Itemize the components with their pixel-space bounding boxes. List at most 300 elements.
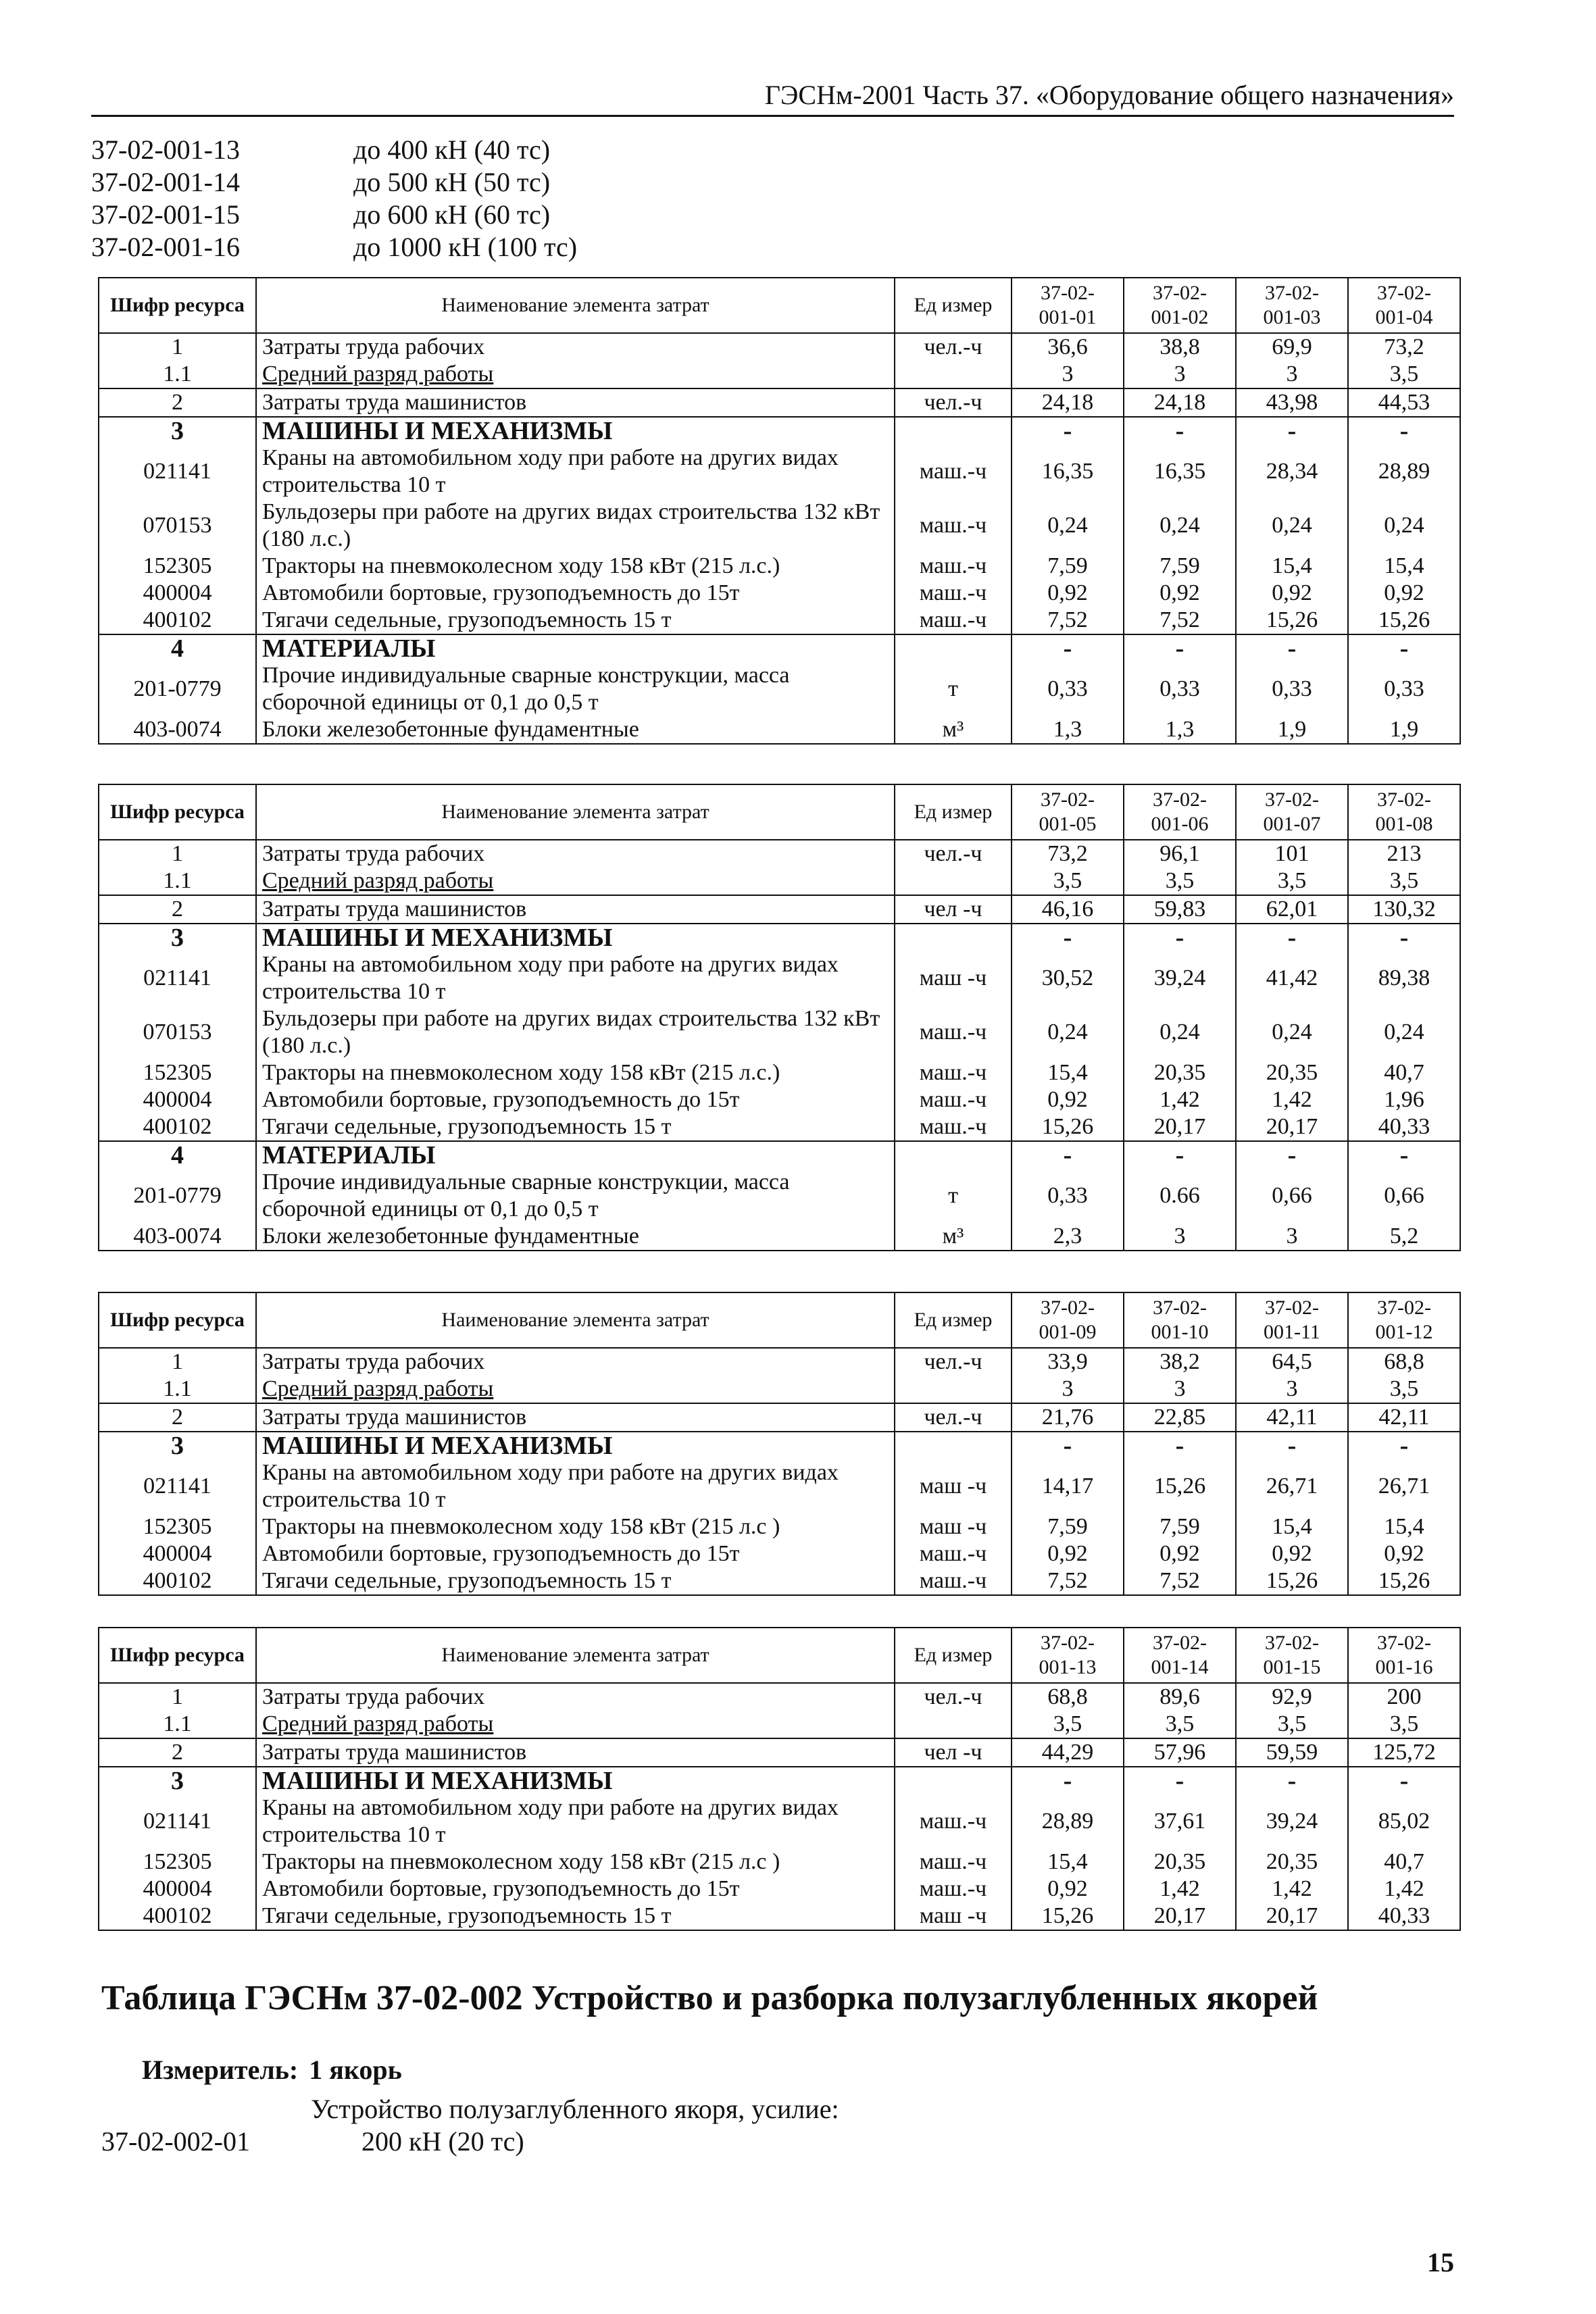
resource-unit	[895, 417, 1012, 445]
resource-value: 0,66	[1236, 1169, 1348, 1223]
resource-value: 20,35	[1236, 1848, 1348, 1876]
table-row	[99, 1876, 1460, 1903]
intro-text: до 500 кН (50 тс)	[353, 167, 551, 197]
resource-value: -	[1124, 1432, 1236, 1459]
resource-value: 26,71	[1236, 1459, 1348, 1513]
header-name: Наименование элемента затрат	[256, 1628, 895, 1683]
table-row	[99, 1376, 1460, 1403]
resource-value: 0,92	[1236, 1540, 1348, 1567]
resource-value: 3	[1124, 361, 1236, 388]
resource-unit: маш -ч	[895, 951, 1012, 1005]
resource-value: 0,92	[1348, 1540, 1460, 1567]
resource-code: 070153	[99, 499, 256, 553]
resource-value: 15,26	[1348, 607, 1460, 634]
intro-text: до 600 кН (60 тс)	[353, 199, 551, 230]
table-row	[99, 1059, 1460, 1086]
table-row	[99, 1738, 1460, 1767]
header-column: 37-02- 001-08	[1348, 784, 1460, 840]
resource-value: 44,29	[1012, 1738, 1124, 1767]
resource-value: 42,11	[1236, 1403, 1348, 1432]
resource-value: 46,16	[1012, 895, 1124, 924]
resource-value: 20,17	[1236, 1903, 1348, 1930]
resource-value: 14,17	[1012, 1459, 1124, 1513]
last-text: 200 кН (20 тс)	[361, 2126, 524, 2157]
resource-unit: маш.-ч	[895, 1794, 1012, 1848]
resource-code: 1	[99, 1348, 256, 1376]
intro-row	[91, 199, 577, 231]
resource-value: -	[1236, 924, 1348, 951]
resource-value: 0,92	[1124, 1540, 1236, 1567]
resource-value: 0,24	[1236, 499, 1348, 553]
resource-value: 15,26	[1124, 1459, 1236, 1513]
resource-value: 15,4	[1012, 1059, 1124, 1086]
resource-value: 73,2	[1348, 333, 1460, 361]
resource-value: 3,5	[1124, 1711, 1236, 1738]
resource-name: Прочие индивидуальные сварные конструкции, масса сборочной единицы от 0,1 до 0,5 т	[256, 662, 895, 716]
resource-value: 68,8	[1012, 1683, 1124, 1711]
resource-value: 3,5	[1236, 1711, 1348, 1738]
table-row	[99, 361, 1460, 388]
resource-value: 28,34	[1236, 445, 1348, 499]
resource-value: 1,42	[1236, 1876, 1348, 1903]
resource-value: 20,17	[1124, 1113, 1236, 1141]
resource-unit: маш.-ч	[895, 445, 1012, 499]
resource-unit: маш -ч	[895, 1513, 1012, 1540]
last-line	[101, 2126, 524, 2157]
resource-code: 3	[99, 417, 256, 445]
resource-code: 400102	[99, 607, 256, 634]
resource-unit: маш.-ч	[895, 1876, 1012, 1903]
header-name: Наименование элемента затрат	[256, 278, 895, 333]
resource-unit: маш.-ч	[895, 1113, 1012, 1141]
table-row	[99, 895, 1460, 924]
resource-unit: м³	[895, 716, 1012, 744]
resource-value: 43,98	[1236, 388, 1348, 417]
intro-code: 37-02-001-15	[91, 199, 240, 230]
resource-name: Блоки железобетонные фундаментные	[256, 1223, 895, 1251]
resource-value: -	[1012, 1141, 1124, 1169]
intro-row	[91, 134, 577, 166]
resource-value: 40,7	[1348, 1059, 1460, 1086]
resource-value: -	[1236, 1432, 1348, 1459]
resource-code: 400004	[99, 1540, 256, 1567]
table-row	[99, 1348, 1460, 1376]
resource-code: 400102	[99, 1567, 256, 1595]
resource-unit	[895, 924, 1012, 951]
table-head	[99, 1628, 1460, 1683]
resource-value: 1,42	[1348, 1876, 1460, 1903]
table-body	[99, 333, 1460, 744]
resource-code: 152305	[99, 1848, 256, 1876]
resource-value: -	[1124, 1767, 1236, 1794]
resource-value: 15,4	[1236, 553, 1348, 580]
header-column: 37-02- 001-09	[1012, 1292, 1124, 1348]
table-row	[99, 716, 1460, 744]
resource-unit: т	[895, 662, 1012, 716]
resource-name: МАТЕРИАЛЫ	[256, 634, 895, 662]
resource-value: 0,66	[1348, 1169, 1460, 1223]
resource-value: 96,1	[1124, 840, 1236, 867]
resource-value: 0,92	[1012, 1876, 1124, 1903]
resource-code: 400004	[99, 1876, 256, 1903]
resource-value: 38,2	[1124, 1348, 1236, 1376]
resource-value: -	[1124, 634, 1236, 662]
resource-value: 20,17	[1124, 1903, 1236, 1930]
resource-value: 28,89	[1348, 445, 1460, 499]
resource-code: 2	[99, 388, 256, 417]
meter-value: 1 якорь	[309, 2055, 402, 2085]
resource-unit	[895, 634, 1012, 662]
resource-code: 021141	[99, 1794, 256, 1848]
resource-value: 7,52	[1124, 607, 1236, 634]
resource-name: Средний разряд работы	[256, 1376, 895, 1403]
resource-unit	[895, 1141, 1012, 1169]
section-subtitle: Устройство полузаглубленного якоря, усилие:	[311, 2094, 839, 2124]
resource-value: 3,5	[1012, 1711, 1124, 1738]
table-row	[99, 1848, 1460, 1876]
table-head	[99, 278, 1460, 333]
resource-name: Автомобили бортовые, грузоподъемность до 15т	[256, 1540, 895, 1567]
resource-value: 3	[1236, 1223, 1348, 1251]
resource-value: 22,85	[1124, 1403, 1236, 1432]
table-body	[99, 1348, 1460, 1595]
resource-unit: чел -ч	[895, 895, 1012, 924]
resource-value: 7,52	[1012, 607, 1124, 634]
last-code: 37-02-002-01	[101, 2126, 250, 2157]
resource-unit: маш.-ч	[895, 1059, 1012, 1086]
resource-value: -	[1348, 1432, 1460, 1459]
table-row	[99, 1005, 1460, 1059]
meter-line	[142, 2054, 413, 2086]
resource-value: 7,59	[1012, 1513, 1124, 1540]
table-row	[99, 499, 1460, 553]
header-unit: Ед измер	[895, 1628, 1012, 1683]
resource-value: -	[1236, 417, 1348, 445]
resource-unit: маш.-ч	[895, 1540, 1012, 1567]
resource-value: 15,26	[1348, 1567, 1460, 1595]
resource-value: 20,35	[1124, 1848, 1236, 1876]
resource-name: Блоки железобетонные фундаментные	[256, 716, 895, 744]
resource-value: -	[1348, 417, 1460, 445]
resource-value: -	[1124, 417, 1236, 445]
resource-name: Бульдозеры при работе на других видах строительства 132 кВт (180 л.с.)	[256, 499, 895, 553]
resource-unit: маш.-ч	[895, 553, 1012, 580]
resource-value: 26,71	[1348, 1459, 1460, 1513]
resource-unit: чел.-ч	[895, 333, 1012, 361]
resource-value: -	[1348, 1767, 1460, 1794]
resource-value: 69,9	[1236, 333, 1348, 361]
resource-code: 3	[99, 1767, 256, 1794]
header-column: 37-02- 001-16	[1348, 1628, 1460, 1683]
resource-value: 0,92	[1124, 580, 1236, 607]
resource-value: 7,52	[1012, 1567, 1124, 1595]
resource-unit	[895, 1711, 1012, 1738]
resource-value: 3,5	[1124, 867, 1236, 895]
resource-value: 40,33	[1348, 1903, 1460, 1930]
resource-value: 0,92	[1236, 580, 1348, 607]
intro-text: до 400 кН (40 тс)	[353, 134, 551, 165]
table-row	[99, 1567, 1460, 1595]
resource-value: 3,5	[1348, 361, 1460, 388]
resource-code: 152305	[99, 1513, 256, 1540]
resource-value: 20,35	[1236, 1059, 1348, 1086]
resource-value: 7,59	[1012, 553, 1124, 580]
intro-code: 37-02-001-16	[91, 232, 240, 262]
resource-value: -	[1012, 417, 1124, 445]
resource-unit: чел.-ч	[895, 1683, 1012, 1711]
resource-code: 1.1	[99, 867, 256, 895]
resource-value: 85,02	[1348, 1794, 1460, 1848]
resource-value: -	[1012, 924, 1124, 951]
header-name: Наименование элемента затрат	[256, 784, 895, 840]
table-row	[99, 1403, 1460, 1432]
resource-value: 1,96	[1348, 1086, 1460, 1113]
resource-value: 15,4	[1348, 553, 1460, 580]
resource-value: 1,9	[1236, 716, 1348, 744]
resource-code: 3	[99, 924, 256, 951]
resource-value: 20,35	[1124, 1059, 1236, 1086]
resource-name: Тягачи седельные, грузоподъемность 15 т	[256, 607, 895, 634]
header-row	[99, 278, 1460, 333]
resource-code: 201-0779	[99, 1169, 256, 1223]
resource-unit: маш.-ч	[895, 580, 1012, 607]
resource-name: Тракторы на пневмоколесном ходу 158 кВт (215 л.с.)	[256, 553, 895, 580]
table-row	[99, 1903, 1460, 1930]
resource-value: 0,24	[1124, 1005, 1236, 1059]
resource-unit	[895, 1376, 1012, 1403]
resource-code: 152305	[99, 553, 256, 580]
resource-value: 0,92	[1012, 1086, 1124, 1113]
resource-value: 38,8	[1124, 333, 1236, 361]
table-row	[99, 1794, 1460, 1848]
resource-table-2	[98, 784, 1461, 1251]
resource-value: 101	[1236, 840, 1348, 867]
resource-name: Затраты труда рабочих	[256, 1348, 895, 1376]
resource-value: -	[1012, 1767, 1124, 1794]
header-unit: Ед измер	[895, 784, 1012, 840]
resource-code: 1	[99, 1683, 256, 1711]
resource-value: 213	[1348, 840, 1460, 867]
resource-value: 3	[1012, 1376, 1124, 1403]
resource-code: 2	[99, 1403, 256, 1432]
resource-code: 1.1	[99, 361, 256, 388]
header-column: 37-02- 001-11	[1236, 1292, 1348, 1348]
resource-name: Бульдозеры при работе на других видах строительства 132 кВт (180 л.с.)	[256, 1005, 895, 1059]
resource-unit: маш.-ч	[895, 499, 1012, 553]
resource-value: 2,3	[1012, 1223, 1124, 1251]
resource-value: -	[1124, 1141, 1236, 1169]
intro-row	[91, 231, 577, 263]
resource-value: 7,59	[1124, 1513, 1236, 1540]
resource-value: 16,35	[1012, 445, 1124, 499]
resource-name: МАШИНЫ И МЕХАНИЗМЫ	[256, 417, 895, 445]
meter-label: Измеритель:	[142, 2055, 299, 2085]
resource-name: Тракторы на пневмоколесном ходу 158 кВт (215 л.с.)	[256, 1059, 895, 1086]
table-row	[99, 840, 1460, 867]
resource-code: 403-0074	[99, 1223, 256, 1251]
resource-value: 0,92	[1012, 1540, 1124, 1567]
page-header	[91, 66, 1454, 117]
table-row	[99, 1540, 1460, 1567]
resource-name: МАТЕРИАЛЫ	[256, 1141, 895, 1169]
resource-unit: маш.-ч	[895, 1005, 1012, 1059]
resource-value: 39,24	[1124, 951, 1236, 1005]
resource-unit: маш.-ч	[895, 607, 1012, 634]
resource-unit: маш -ч	[895, 1903, 1012, 1930]
intro-row	[91, 166, 577, 199]
resource-unit	[895, 361, 1012, 388]
resource-value: 20,17	[1236, 1113, 1348, 1141]
table-row	[99, 553, 1460, 580]
resource-value: 3	[1236, 1376, 1348, 1403]
resource-name: Краны на автомобильном ходу при работе на других видах строительства 10 т	[256, 951, 895, 1005]
resource-value: 0,33	[1348, 662, 1460, 716]
resource-value: -	[1012, 1432, 1124, 1459]
resource-unit	[895, 1432, 1012, 1459]
resource-value: -	[1012, 634, 1124, 662]
resource-unit: чел.-ч	[895, 388, 1012, 417]
table-row	[99, 951, 1460, 1005]
resource-value: 59,59	[1236, 1738, 1348, 1767]
resource-value: 89,6	[1124, 1683, 1236, 1711]
resource-unit: м³	[895, 1223, 1012, 1251]
table-row	[99, 1086, 1460, 1113]
resource-code: 070153	[99, 1005, 256, 1059]
header-name: Наименование элемента затрат	[256, 1292, 895, 1348]
resource-value: 21,76	[1012, 1403, 1124, 1432]
table-row	[99, 1432, 1460, 1459]
table-row	[99, 1169, 1460, 1223]
header-column: 37-02- 001-12	[1348, 1292, 1460, 1348]
table-row	[99, 867, 1460, 895]
header-row	[99, 1628, 1460, 1683]
section-title: Таблица ГЭСНм 37-02-002 Устройство и разборка полузаглубленных якорей	[101, 1979, 1318, 2017]
resource-unit	[895, 867, 1012, 895]
header-row	[99, 1292, 1460, 1348]
table-row	[99, 1459, 1460, 1513]
resource-value: 1,3	[1012, 716, 1124, 744]
resource-value: 3	[1012, 361, 1124, 388]
resource-value: 0,24	[1236, 1005, 1348, 1059]
resource-value: 92,9	[1236, 1683, 1348, 1711]
resource-value: 1,42	[1236, 1086, 1348, 1113]
resource-name: Автомобили бортовые, грузоподъемность до 15т	[256, 1086, 895, 1113]
header-column: 37-02- 001-15	[1236, 1628, 1348, 1683]
table-row	[99, 634, 1460, 662]
resource-value: 15,26	[1236, 1567, 1348, 1595]
resource-name: Затраты труда рабочих	[256, 1683, 895, 1711]
header-column: 37-02- 001-02	[1124, 278, 1236, 333]
resource-value: 59,83	[1124, 895, 1236, 924]
table-body	[99, 1683, 1460, 1930]
table-row	[99, 388, 1460, 417]
resource-value: 7,59	[1124, 553, 1236, 580]
header-unit: Ед измер	[895, 1292, 1012, 1348]
resource-value: 0,24	[1348, 1005, 1460, 1059]
resource-name: Краны на автомобильном ходу при работе на других видах строительства 10 т	[256, 1459, 895, 1513]
resource-unit: чел.-ч	[895, 1403, 1012, 1432]
intro-text: до 1000 кН (100 тс)	[353, 232, 578, 262]
resource-value: 7,52	[1124, 1567, 1236, 1595]
header-column: 37-02- 001-04	[1348, 278, 1460, 333]
resource-value: 30,52	[1012, 951, 1124, 1005]
resource-code: 400102	[99, 1113, 256, 1141]
resource-unit: маш.-ч	[895, 1086, 1012, 1113]
table-row	[99, 924, 1460, 951]
resource-name: Прочие индивидуальные сварные конструкции, масса сборочной единицы от 0,1 до 0,5 т	[256, 1169, 895, 1223]
resource-name: Краны на автомобильном ходу при работе на других видах строительства 10 т	[256, 1794, 895, 1848]
resource-name: МАШИНЫ И МЕХАНИЗМЫ	[256, 1432, 895, 1459]
resource-value: 15,4	[1012, 1848, 1124, 1876]
header-code: Шифр ресурса	[99, 1292, 256, 1348]
resource-table-3	[98, 1292, 1461, 1596]
resource-code: 021141	[99, 951, 256, 1005]
resource-value: 15,26	[1012, 1113, 1124, 1141]
resource-value: 0,92	[1348, 580, 1460, 607]
resource-value: -	[1236, 634, 1348, 662]
resource-value: 0,24	[1012, 499, 1124, 553]
resource-code: 021141	[99, 1459, 256, 1513]
table-row	[99, 1141, 1460, 1169]
header-column: 37-02- 001-03	[1236, 278, 1348, 333]
resource-code: 403-0074	[99, 716, 256, 744]
header-code: Шифр ресурса	[99, 278, 256, 333]
resource-value: 3	[1124, 1223, 1236, 1251]
resource-name: Тягачи седельные, грузоподъемность 15 т	[256, 1113, 895, 1141]
header-column: 37-02- 001-07	[1236, 784, 1348, 840]
intro-list	[91, 134, 577, 263]
resource-value: 15,26	[1236, 607, 1348, 634]
resource-name: Тягачи седельные, грузоподъемность 15 т	[256, 1903, 895, 1930]
resource-value: 3,5	[1012, 867, 1124, 895]
resource-value: 3,5	[1236, 867, 1348, 895]
resource-code: 021141	[99, 445, 256, 499]
header-unit: Ед измер	[895, 278, 1012, 333]
resource-name: МАШИНЫ И МЕХАНИЗМЫ	[256, 924, 895, 951]
table-row	[99, 580, 1460, 607]
table-row	[99, 1683, 1460, 1711]
resource-code: 1.1	[99, 1376, 256, 1403]
resource-table-4	[98, 1627, 1461, 1931]
resource-value: 40,7	[1348, 1848, 1460, 1876]
table-row	[99, 417, 1460, 445]
resource-name: МАШИНЫ И МЕХАНИЗМЫ	[256, 1767, 895, 1794]
resource-name: Средний разряд работы	[256, 361, 895, 388]
resource-value: 1,3	[1124, 716, 1236, 744]
resource-value: 33,9	[1012, 1348, 1124, 1376]
resource-value: 0,33	[1012, 662, 1124, 716]
table-row	[99, 1711, 1460, 1738]
resource-name: Средний разряд работы	[256, 867, 895, 895]
table-row	[99, 333, 1460, 361]
resource-code: 400004	[99, 580, 256, 607]
resource-code: 1.1	[99, 1711, 256, 1738]
resource-value: 15,4	[1348, 1513, 1460, 1540]
header-column: 37-02- 001-05	[1012, 784, 1124, 840]
resource-code: 4	[99, 1141, 256, 1169]
resource-value: 0.66	[1124, 1169, 1236, 1223]
header-code: Шифр ресурса	[99, 784, 256, 840]
resource-value: 73,2	[1012, 840, 1124, 867]
resource-value: 200	[1348, 1683, 1460, 1711]
table-head	[99, 1292, 1460, 1348]
header-column: 37-02- 001-06	[1124, 784, 1236, 840]
header-column: 37-02- 001-10	[1124, 1292, 1236, 1348]
resource-value: 24,18	[1012, 388, 1124, 417]
table-row	[99, 445, 1460, 499]
resource-value: 1,42	[1124, 1876, 1236, 1903]
header-title: ГЭСНм-2001 Часть 37. «Оборудование общего назначения»	[764, 80, 1454, 110]
